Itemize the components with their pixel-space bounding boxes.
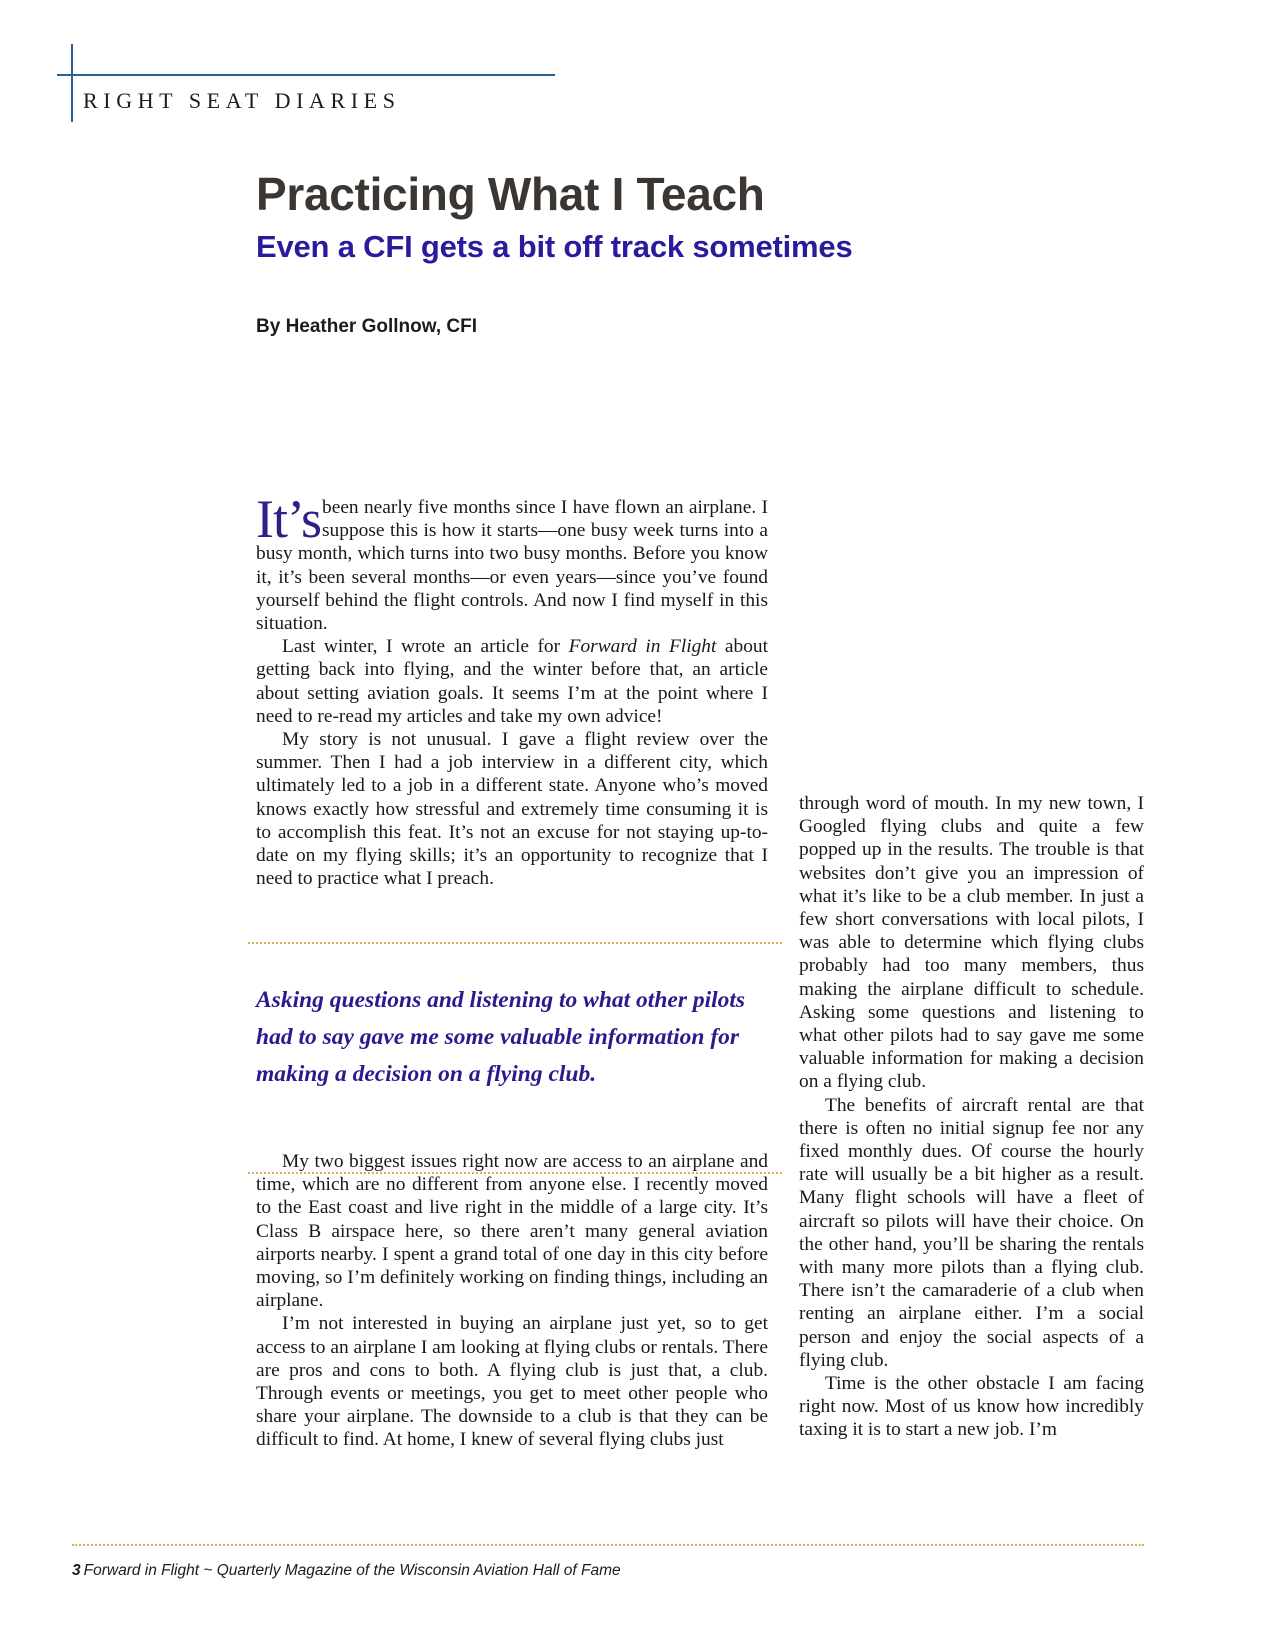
pullquote-text: Asking questions and listening to what other pilots had to say gave me some valuable information for making a decision on a flying club. bbox=[256, 987, 746, 1087]
page-title: Practicing What I Teach bbox=[256, 168, 765, 220]
body-paragraph bbox=[256, 489, 768, 635]
left-column-lower bbox=[256, 1150, 768, 1452]
body-text: Last winter, I wrote an article for bbox=[282, 636, 569, 658]
footer-text: Forward in Flight ~ Quarterly Magazine of the Wisconsin Aviation Hall of Fame bbox=[83, 1562, 621, 1579]
article-subtitle: Even a CFI gets a bit off track sometimes bbox=[256, 229, 853, 264]
page-footer bbox=[72, 1544, 1144, 1580]
body-paragraph: through word of mouth. In my new town, I Googled flying clubs and quite a few popped up in the results. The trouble is that websites don’t give you an impression of what it’s like to be a club member. In just a few short conversations with local pilots, I was able to determine which flying clubs probably had too many members, thus making the airplane difficult to schedule. Asking some questions and listening to what other pilots had to say gave me some valuable information for making a decision on a flying club. bbox=[799, 793, 1144, 1093]
kicker-horizontal-rule bbox=[57, 74, 555, 76]
pullquote-block bbox=[248, 942, 782, 1093]
body-paragraph: My story is not unusual. I gave a flight review over the summer. Then I had a job interview in a different city, which ultimately led to a job in a different state. Anyone who’s moved knows exactly how stressful and extremely time consuming it is to accomplish this feat. It’s not an excuse for not staying up-to-date on my flying skills; it’s an opportunity to recognize that I need to practice what I preach. bbox=[256, 729, 768, 890]
body-paragraph: The benefits of aircraft rental are that there is often no initial signup fee nor any fixed monthly dues. Of course the hourly rate will usually be a bit higher as a result. Many flight schools will have a fleet of aircraft so pilots will have their choice. On the other hand, you’ll be sharing the rentals with many more pilots than a flying club. There isn’t the camaraderie of a club when renting an airplane either. I’m a social person and enjoy the social aspects of a flying club. bbox=[799, 1094, 1144, 1371]
running-head bbox=[57, 44, 617, 134]
page-number: 3 bbox=[72, 1562, 81, 1579]
publication-name: Forward in Flight bbox=[568, 636, 717, 658]
headline-block bbox=[256, 168, 1176, 266]
footer-rule bbox=[72, 1544, 1144, 1546]
left-column-upper bbox=[256, 489, 768, 890]
right-column bbox=[799, 792, 1144, 1442]
body-paragraph: My two biggest issues right now are access to an airplane and time, which are no different from anyone else. I recently moved to the East coast and live right in the middle of a large city. It’s Class B airspace here, so there aren’t many general aviation airports nearby. I spent a grand total of one day in this city before moving, so I’m definitely working on finding things, including an airplane. bbox=[256, 1151, 768, 1312]
footer-line bbox=[72, 1562, 1144, 1580]
body-paragraph: Time is the other obstacle I am facing right now. Most of us know how incredibly taxing it is to start a new job. I’m bbox=[799, 1373, 1144, 1441]
kicker-vertical-rule bbox=[71, 44, 73, 122]
body-text: about getting back into flying, and the winter before that, an article about setting aviation goals. It seems I’m at the point where I need to re-read my articles and take my own advice! bbox=[256, 636, 768, 727]
drop-cap: It’s bbox=[256, 489, 322, 549]
body-paragraph bbox=[256, 635, 768, 728]
body-paragraph: I’m not interested in buying an airplane just yet, so to get access to an airplane I am looking at flying clubs or rentals. There are pros and cons to both. A flying club is just that, a club. Through events or meetings, you get to meet other people who share your airplane. The downside to a club is that they can be difficult to find. At home, I knew of several flying clubs just bbox=[256, 1313, 768, 1451]
kicker-label: RIGHT SEAT DIARIES bbox=[83, 88, 401, 113]
pullquote-top-rule bbox=[248, 942, 782, 944]
body-text: been nearly five months since I have flown an airplane. I suppose this is how it starts—one busy week turns into a busy month, which turns into two busy months. Before you know it, it’s been several months—or even years—since you’ve found yourself behind the flight controls. And now I find myself in this situation. bbox=[256, 497, 768, 635]
article-byline: By Heather Gollnow, CFI bbox=[256, 316, 477, 337]
